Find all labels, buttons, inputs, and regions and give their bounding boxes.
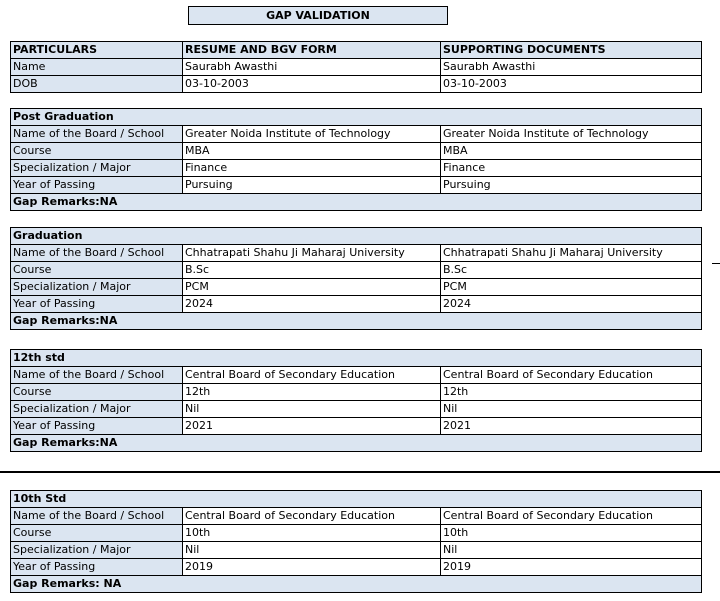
resume-value: 2024 — [183, 296, 441, 313]
table-row — [11, 262, 702, 279]
document-value: 2021 — [441, 418, 702, 435]
table-row — [11, 177, 702, 194]
table-row — [11, 143, 702, 160]
resume-value: Chhatrapati Shahu Ji Maharaj University — [183, 245, 441, 262]
document-value: Pursuing — [441, 177, 702, 194]
document-value: Greater Noida Institute of Technology — [441, 126, 702, 143]
table-row — [11, 245, 702, 262]
resume-value: 12th — [183, 384, 441, 401]
header-particulars: PARTICULARS — [11, 42, 183, 59]
row-label: Course — [11, 525, 183, 542]
resume-value: Pursuing — [183, 177, 441, 194]
resume-value: B.Sc — [183, 262, 441, 279]
document-value: Finance — [441, 160, 702, 177]
resume-value: 03-10-2003 — [183, 76, 441, 93]
document-value: Saurabh Awasthi — [441, 59, 702, 76]
gap-remarks: Gap Remarks:NA — [11, 435, 702, 452]
section-heading: Post Graduation — [11, 109, 702, 126]
gap-remarks: Gap Remarks: NA — [11, 576, 702, 593]
document-value: Central Board of Secondary Education — [441, 508, 702, 525]
row-label: Name of the Board / School — [11, 367, 183, 384]
table-row — [11, 296, 702, 313]
post-graduation-table — [10, 108, 702, 211]
table-row — [11, 279, 702, 296]
resume-value: 10th — [183, 525, 441, 542]
resume-value: Nil — [183, 401, 441, 418]
header-resume-bgv: RESUME AND BGV FORM — [183, 42, 441, 59]
row-label: Year of Passing — [11, 296, 183, 313]
resume-value: 2019 — [183, 559, 441, 576]
row-label: Specialization / Major — [11, 401, 183, 418]
resume-value: Central Board of Secondary Education — [183, 367, 441, 384]
graduation-table — [10, 227, 702, 330]
document-value: B.Sc — [441, 262, 702, 279]
section-heading: 10th Std — [11, 491, 702, 508]
document-value: MBA — [441, 143, 702, 160]
cell-border-stub — [712, 263, 720, 264]
table-row — [11, 559, 702, 576]
header-supporting-docs: SUPPORTING DOCUMENTS — [441, 42, 702, 59]
document-value: Chhatrapati Shahu Ji Maharaj University — [441, 245, 702, 262]
table-row — [11, 126, 702, 143]
table-row — [11, 76, 702, 93]
resume-value: Central Board of Secondary Education — [183, 508, 441, 525]
row-label: Specialization / Major — [11, 160, 183, 177]
table-row — [11, 160, 702, 177]
row-label: DOB — [11, 76, 183, 93]
page-divider — [0, 471, 720, 473]
row-label: Year of Passing — [11, 177, 183, 194]
table-row — [11, 384, 702, 401]
row-label: Course — [11, 384, 183, 401]
table-row — [11, 508, 702, 525]
document-value: 2019 — [441, 559, 702, 576]
resume-value: 2021 — [183, 418, 441, 435]
row-label: Name of the Board / School — [11, 245, 183, 262]
section-heading: Graduation — [11, 228, 702, 245]
document-value: PCM — [441, 279, 702, 296]
table-row — [11, 367, 702, 384]
row-label: Name — [11, 59, 183, 76]
resume-value: MBA — [183, 143, 441, 160]
resume-value: PCM — [183, 279, 441, 296]
document-value: Central Board of Secondary Education — [441, 367, 702, 384]
table-row — [11, 525, 702, 542]
row-label: Year of Passing — [11, 418, 183, 435]
document-value: 12th — [441, 384, 702, 401]
document-value: Nil — [441, 542, 702, 559]
row-label: Course — [11, 143, 183, 160]
row-label: Name of the Board / School — [11, 508, 183, 525]
document-value: Nil — [441, 401, 702, 418]
particulars-header-row — [11, 42, 702, 59]
row-label: Course — [11, 262, 183, 279]
gap-remarks: Gap Remarks:NA — [11, 194, 702, 211]
twelfth-std-table — [10, 349, 702, 452]
document-value: 10th — [441, 525, 702, 542]
tenth-std-table — [10, 490, 702, 593]
row-label: Specialization / Major — [11, 279, 183, 296]
row-label: Name of the Board / School — [11, 126, 183, 143]
row-label: Year of Passing — [11, 559, 183, 576]
table-row — [11, 542, 702, 559]
section-heading: 12th std — [11, 350, 702, 367]
resume-value: Finance — [183, 160, 441, 177]
particulars-table — [10, 41, 702, 93]
table-row — [11, 418, 702, 435]
row-label: Specialization / Major — [11, 542, 183, 559]
page-title: GAP VALIDATION — [188, 6, 448, 25]
document-value: 03-10-2003 — [441, 76, 702, 93]
document-value: 2024 — [441, 296, 702, 313]
gap-remarks: Gap Remarks:NA — [11, 313, 702, 330]
resume-value: Saurabh Awasthi — [183, 59, 441, 76]
table-row — [11, 401, 702, 418]
resume-value: Nil — [183, 542, 441, 559]
resume-value: Greater Noida Institute of Technology — [183, 126, 441, 143]
table-row — [11, 59, 702, 76]
